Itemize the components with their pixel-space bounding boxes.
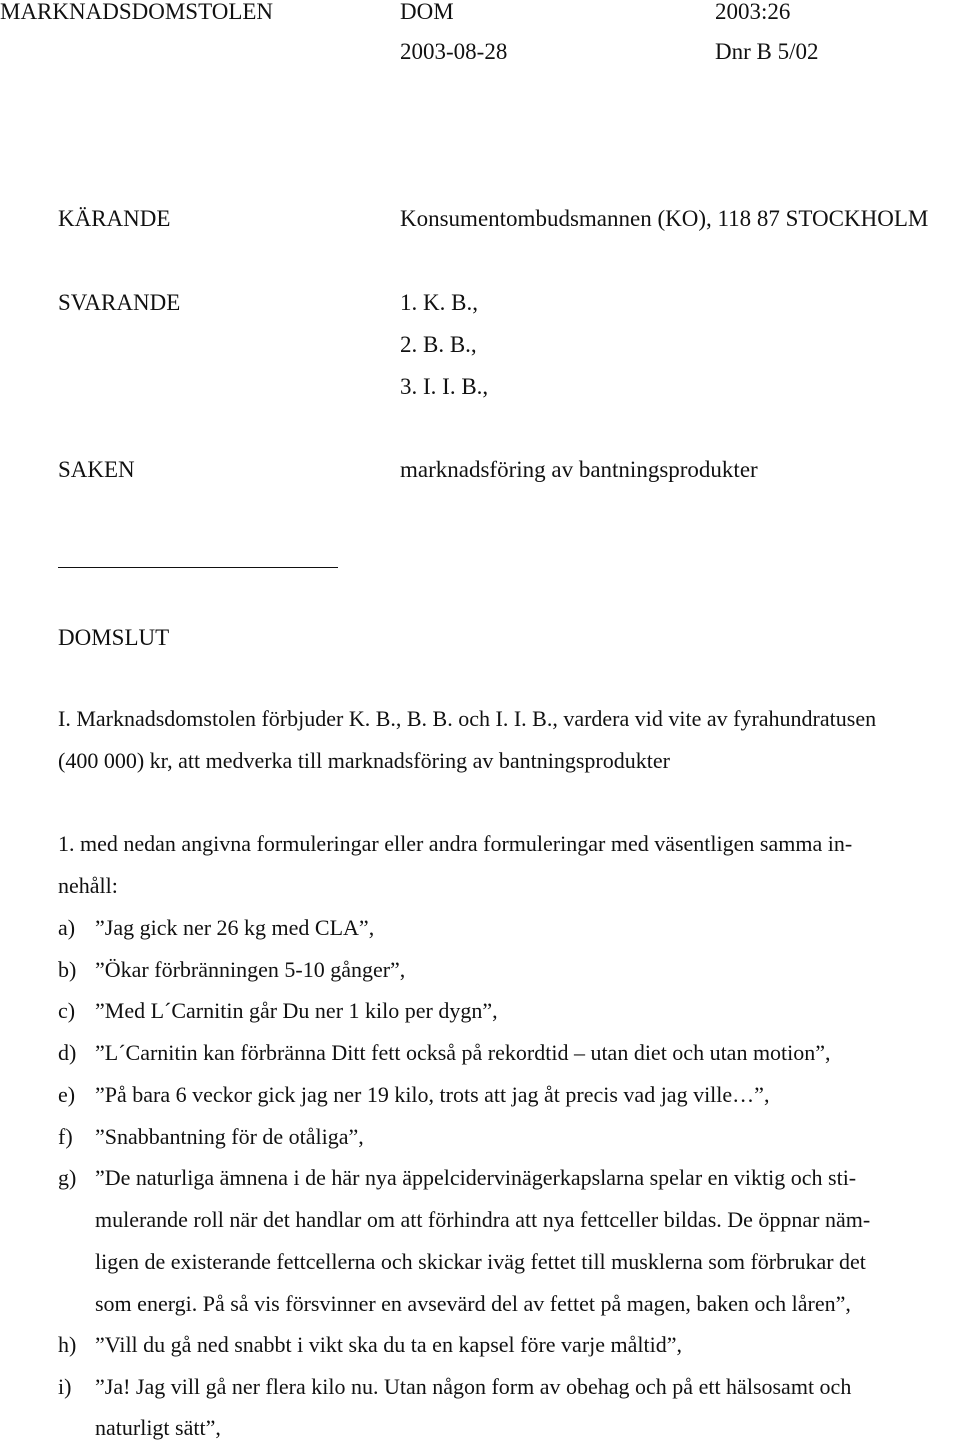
list-item bbox=[58, 1084, 769, 1106]
list-item-continuation: mulerande roll när det handlar om att förhindra att nya fettceller bildas. De öppnar näm- bbox=[95, 1207, 871, 1232]
list-item-text: ”Med L´Carnitin går Du ner 1 kilo per dygn”, bbox=[95, 998, 498, 1023]
list-item-label: b) bbox=[58, 957, 77, 982]
defendant-label: SVARANDE bbox=[58, 290, 181, 315]
list-item-text: ”Jag gick ner 26 kg med CLA”, bbox=[95, 915, 375, 940]
point-1-line: nehåll: bbox=[58, 873, 118, 898]
list-item-continuation: som energi. På så vis försvinner en avsevärd del av fettet på magen, baken och låren”, bbox=[95, 1291, 851, 1316]
list-item-label: c) bbox=[58, 998, 76, 1023]
list-item bbox=[58, 917, 374, 939]
court-name: MARKNADSDOMSTOLEN bbox=[0, 0, 274, 24]
list-item-text: ”Ökar förbränningen 5-10 gånger”, bbox=[95, 957, 406, 982]
list-item-label: a) bbox=[58, 915, 76, 940]
list-item-text: ”Snabbantning för de otåliga”, bbox=[95, 1124, 364, 1149]
subject-value: marknadsföring av bantningsprodukter bbox=[400, 457, 758, 482]
defendant-2: 2. B. B., bbox=[400, 332, 477, 357]
list-item-label: e) bbox=[58, 1082, 76, 1107]
list-item bbox=[58, 1376, 851, 1398]
point-1-line: 1. med nedan angivna formuleringar eller andra formuleringar med väsentligen samma in- bbox=[58, 831, 853, 856]
ruling-heading: DOMSLUT bbox=[58, 625, 170, 650]
defendant-3: 3. I. I. B., bbox=[400, 374, 489, 399]
subject-label: SAKEN bbox=[58, 457, 135, 482]
plaintiff-label: KÄRANDE bbox=[58, 206, 171, 231]
list-item-continuation: naturligt sätt”, bbox=[95, 1415, 221, 1440]
list-item-label: g) bbox=[58, 1165, 77, 1190]
list-item-text: ”Vill du gå ned snabbt i vikt ska du ta en kapsel före varje måltid”, bbox=[95, 1332, 683, 1357]
ruling-date: 2003-08-28 bbox=[400, 39, 508, 64]
case-number: 2003:26 bbox=[715, 0, 791, 24]
list-item-text: ”De naturliga ämnena i de här nya äppelcidervinägerkapslarna spelar en viktig och sti- bbox=[95, 1165, 857, 1190]
plaintiff-value: Konsumentombudsmannen (KO), 118 87 STOCKHOLM bbox=[400, 206, 929, 231]
list-item-continuation: ligen de existerande fettcellerna och skickar iväg fettet till musklerna som förbrukar det bbox=[95, 1249, 866, 1274]
list-item-text: ”Ja! Jag vill gå ner flera kilo nu. Utan någon form av obehag och på ett hälsosamt och bbox=[95, 1374, 852, 1399]
list-item bbox=[58, 1334, 682, 1356]
list-item-label: i) bbox=[58, 1374, 72, 1399]
ruling-intro-line: (400 000) kr, att medverka till marknadsföring av bantningsprodukter bbox=[58, 748, 670, 773]
list-item-label: h) bbox=[58, 1332, 77, 1357]
list-item bbox=[58, 1126, 364, 1148]
list-item-text: ”På bara 6 veckor gick jag ner 19 kilo, trots att jag åt precis vad jag ville…”, bbox=[95, 1082, 770, 1107]
diary-number: Dnr B 5/02 bbox=[715, 39, 819, 64]
defendant-1: 1. K. B., bbox=[400, 290, 478, 315]
list-item bbox=[58, 1042, 831, 1064]
list-item-text: ”L´Carnitin kan förbränna Ditt fett också på rekordtid – utan diet och utan motion”, bbox=[95, 1040, 831, 1065]
list-item bbox=[58, 1000, 498, 1022]
list-item-label: f) bbox=[58, 1124, 73, 1149]
list-item bbox=[58, 1167, 856, 1189]
section-divider bbox=[58, 567, 338, 568]
list-item-label: d) bbox=[58, 1040, 77, 1065]
list-item bbox=[58, 959, 405, 981]
ruling-intro-line: I. Marknadsdomstolen förbjuder K. B., B. B. och I. I. B., vardera vid vite av fyrahundratusen bbox=[58, 706, 877, 731]
document-type: DOM bbox=[400, 0, 454, 24]
